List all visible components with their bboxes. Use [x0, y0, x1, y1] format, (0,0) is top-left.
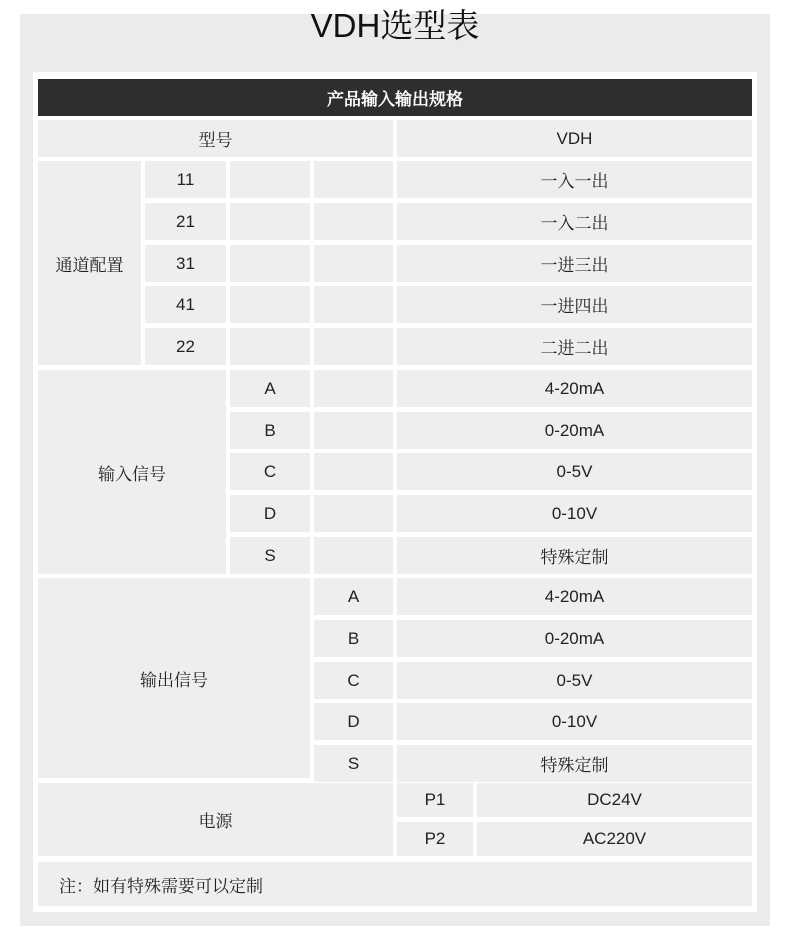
empty-cell [314, 412, 393, 449]
empty-cell [230, 203, 310, 240]
output-code: A [314, 578, 393, 615]
channel-desc: 一入二出 [397, 203, 752, 240]
channel-desc: 二进二出 [397, 328, 752, 365]
empty-cell [314, 453, 393, 490]
input-desc: 0-10V [397, 495, 752, 532]
output-desc: 0-10V [397, 703, 752, 740]
page-title: VDH选型表 [310, 7, 480, 44]
empty-cell [314, 203, 393, 240]
empty-cell [314, 245, 393, 282]
selection-table [33, 72, 757, 912]
output-code: B [314, 620, 393, 657]
table-header: 产品输入输出规格 [38, 79, 752, 116]
input-signal-label: 输入信号 [38, 370, 226, 574]
power-desc: DC24V [477, 783, 752, 817]
empty-cell [314, 537, 393, 574]
empty-cell [314, 370, 393, 407]
channel-code: 31 [145, 245, 226, 282]
input-desc: 4-20mA [397, 370, 752, 407]
channel-config-label: 通道配置 [38, 161, 141, 365]
model-label: 型号 [38, 120, 393, 157]
empty-cell [230, 245, 310, 282]
input-desc: 0-5V [397, 453, 752, 490]
output-desc: 0-20mA [397, 620, 752, 657]
channel-code: 22 [145, 328, 226, 365]
input-code: A [230, 370, 310, 407]
empty-cell [230, 286, 310, 323]
output-desc: 4-20mA [397, 578, 752, 615]
channel-desc: 一进三出 [397, 245, 752, 282]
model-value: VDH [397, 120, 752, 157]
channel-code: 11 [145, 161, 226, 198]
channel-desc: 一进四出 [397, 286, 752, 323]
output-code: C [314, 662, 393, 699]
empty-cell [230, 161, 310, 198]
output-code: S [314, 745, 393, 782]
power-code: P2 [397, 822, 473, 856]
footnote: 注：如有特殊需要可以定制 [38, 862, 752, 906]
power-desc: AC220V [477, 822, 752, 856]
output-desc: 0-5V [397, 662, 752, 699]
empty-cell [230, 328, 310, 365]
channel-code: 41 [145, 286, 226, 323]
output-signal-label: 输出信号 [38, 578, 310, 778]
input-desc: 特殊定制 [397, 537, 752, 574]
empty-cell [314, 286, 393, 323]
input-code: C [230, 453, 310, 490]
output-code: D [314, 703, 393, 740]
input-desc: 0-20mA [397, 412, 752, 449]
channel-desc: 一入一出 [397, 161, 752, 198]
channel-code: 21 [145, 203, 226, 240]
empty-cell [314, 495, 393, 532]
power-label: 电源 [38, 783, 393, 856]
input-code: D [230, 495, 310, 532]
empty-cell [314, 328, 393, 365]
empty-cell [314, 161, 393, 198]
input-code: B [230, 412, 310, 449]
output-desc: 特殊定制 [397, 745, 752, 782]
power-code: P1 [397, 783, 473, 817]
input-code: S [230, 537, 310, 574]
